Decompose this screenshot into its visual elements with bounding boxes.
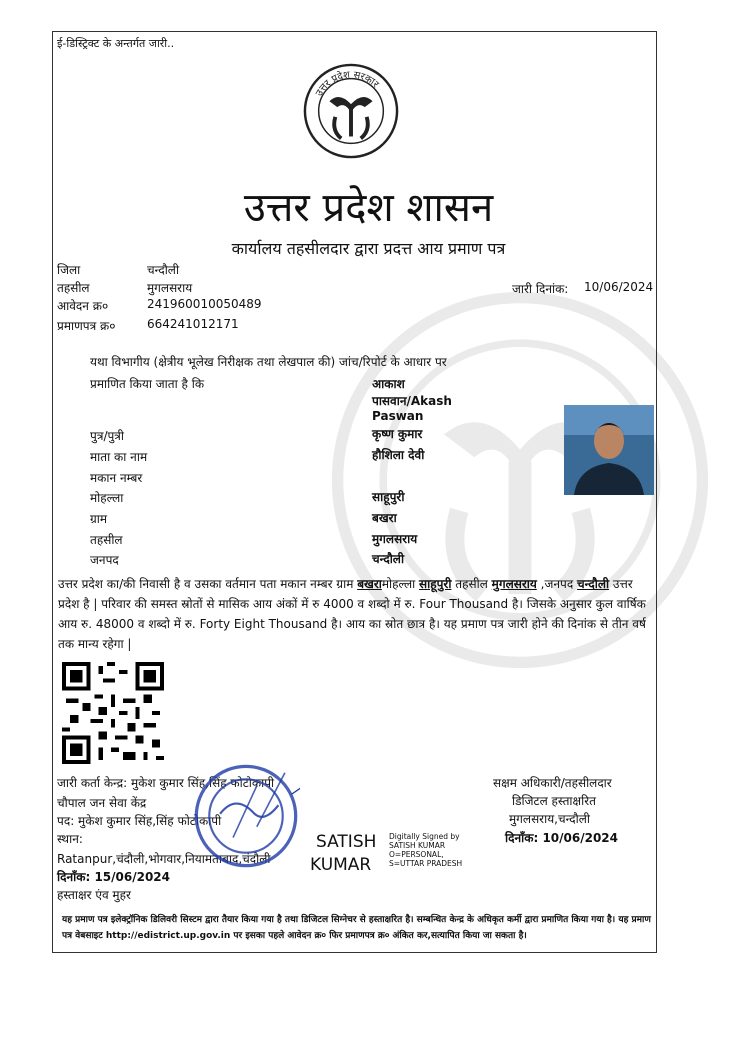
dsig-name-2: KUMAR [310,855,372,875]
authority-line-3: मुगलसराय,चन्दौली [509,812,591,826]
body-district: चन्दौली [577,577,610,591]
certificate-value: 664241012171 [147,317,239,331]
qr-code-icon [62,662,164,764]
issuer-post: पद: मुकेश कुमार सिंह,सिंह फोटोकापी [57,814,222,828]
body-text-2: मोहल्ला [381,577,420,591]
emblem-text: उत्तर प्रदेश सरकार [313,69,381,99]
body-tehsil: मुगलसराय [491,577,537,591]
dsig-detail-4: S=UTTAR PRADESH [389,859,463,868]
issue-date-label: जारी दिनांक: [512,282,569,296]
tehsil-value: मुगलसराय [147,281,193,295]
page-subtitle: कार्यालय तहसीलदार द्वारा प्रदत्त आय प्रमाण पत्र [231,239,506,258]
mother-value: हौशिला देवी [372,448,425,462]
father-label: पुत्र/पुत्री [90,429,125,443]
application-label: आवेदन क्र० [57,299,109,313]
up-state-emblem-icon [302,62,400,160]
holder-district-label: जनपद [90,553,119,567]
body-village: बखरा [357,577,382,591]
authority-line-1: सक्षम अधिकारी/तहसीलदार [493,776,612,790]
holder-name-line-3: Paswan [372,409,424,423]
issuer-chaupal: चौपाल जन सेवा केंद्र [57,796,147,810]
intro-line-2: प्रमाणित किया जाता है कि [90,377,205,391]
dsig-detail-3: O=PERSONAL, [389,850,444,859]
village-value: बखरा [372,511,397,525]
holder-name-line-2: पासवान/Akash [372,394,452,408]
issue-date-value: 10/06/2024 [584,280,654,294]
holder-district-value: चन्दौली [372,552,405,566]
authority-date: दिनाँक: 10/06/2024 [505,831,619,845]
issuer-sign-label: हस्ताक्षर एंव मुहर [57,888,131,902]
official-seal-stamp-icon [192,762,300,870]
issuer-center: जारी कर्ता केन्द्र: मुकेश कुमार सिंह,सिंह फोटोकापी [57,776,275,790]
header-note: ई-डिस्ट्रिक्ट के अन्तर्गत जारी.. [57,37,175,50]
body-mohalla: साहूपुरी [419,577,452,591]
body-text-1: उत्तर प्रदेश का/की निवासी है व उसका वर्तमान पता मकान नम्बर ग्राम [58,577,358,591]
applicant-photo-icon [564,405,654,495]
page-title: उत्तर प्रदेश शासन [243,185,494,231]
mohalla-value: साहूपुरी [372,490,405,504]
certificate-label: प्रमाणपत्र क्र० [57,319,116,333]
father-value: कृष्ण कुमार [372,427,423,441]
village-label: ग्राम [90,512,108,526]
certificate-body [58,574,656,654]
district-value: चन्दौली [147,263,180,277]
authority-line-2: डिजिटल हस्ताक्षरित [512,794,596,808]
holder-tehsil-value: मुगलसराय [372,532,418,546]
footer-note: यह प्रमाण पत्र इलेक्ट्रॉनिक डिलिवरी सिस्टम द्वारा तैयार किया गया है तथा डिजिटल सिग्नेचर से हस्ताक्षरित है। सम्बन्धित केन्द्र के अधिकृत कर्मी द्वारा प्रमाणित किया गया है। यह प्रमाण पत्र वेबसाइट http://edistrict.up.gov.in पर इसका पहले आवेदन क्र० फिर प्रमाणपत्र क्र० अंकित कर,सत्यापित किया जा सकता है। [62,915,651,941]
issuer-date: दिनाँक: 15/06/2024 [57,870,171,884]
application-value: 241960010050489 [147,297,262,311]
issuer-place-label: स्थान: [57,832,83,846]
mohalla-label: मोहल्ला [90,491,124,505]
district-label: जिला [57,263,81,277]
issuer-place-value: Ratanpur,चंदौली,भोगवार,नियामताबाद,चंदौली [57,852,271,866]
tehsil-label: तहसील [57,281,90,295]
dsig-detail-2: SATISH KUMAR [389,841,446,850]
body-text-4: ,जनपद [536,577,578,591]
body-text-5: उत्तर प्रदेश है | परिवार की समस्त स्रोतों से मासिक आय अंकों में रु 4000 व शब्दो में रु. Four Thousand है। जिसके अनुसार कुल वार्षिक आय रु. 48000 व शब्दो में रु. Forty Eight Thousand है। आय का स्रोत छात्र है। यह प्रमाण पत्र जारी होने की दिनांक से तीन वर्ष तक मान्य रहेगा | [58,577,646,651]
house-label: मकान नम्बर [90,471,143,485]
body-text-3: तहसील [451,577,492,591]
holder-tehsil-label: तहसील [90,533,123,547]
intro-line-1: यथा विभागीय (क्षेत्रीय भूलेख निरीक्षक तथा लेखपाल की) जांच/रिपोर्ट के आधार पर [90,355,447,369]
dsig-detail-1: Digitally Signed by [389,832,460,841]
mother-label: माता का नाम [90,450,148,464]
holder-name-line-1: आकाश [372,377,405,391]
dsig-name-1: SATISH [316,832,377,852]
